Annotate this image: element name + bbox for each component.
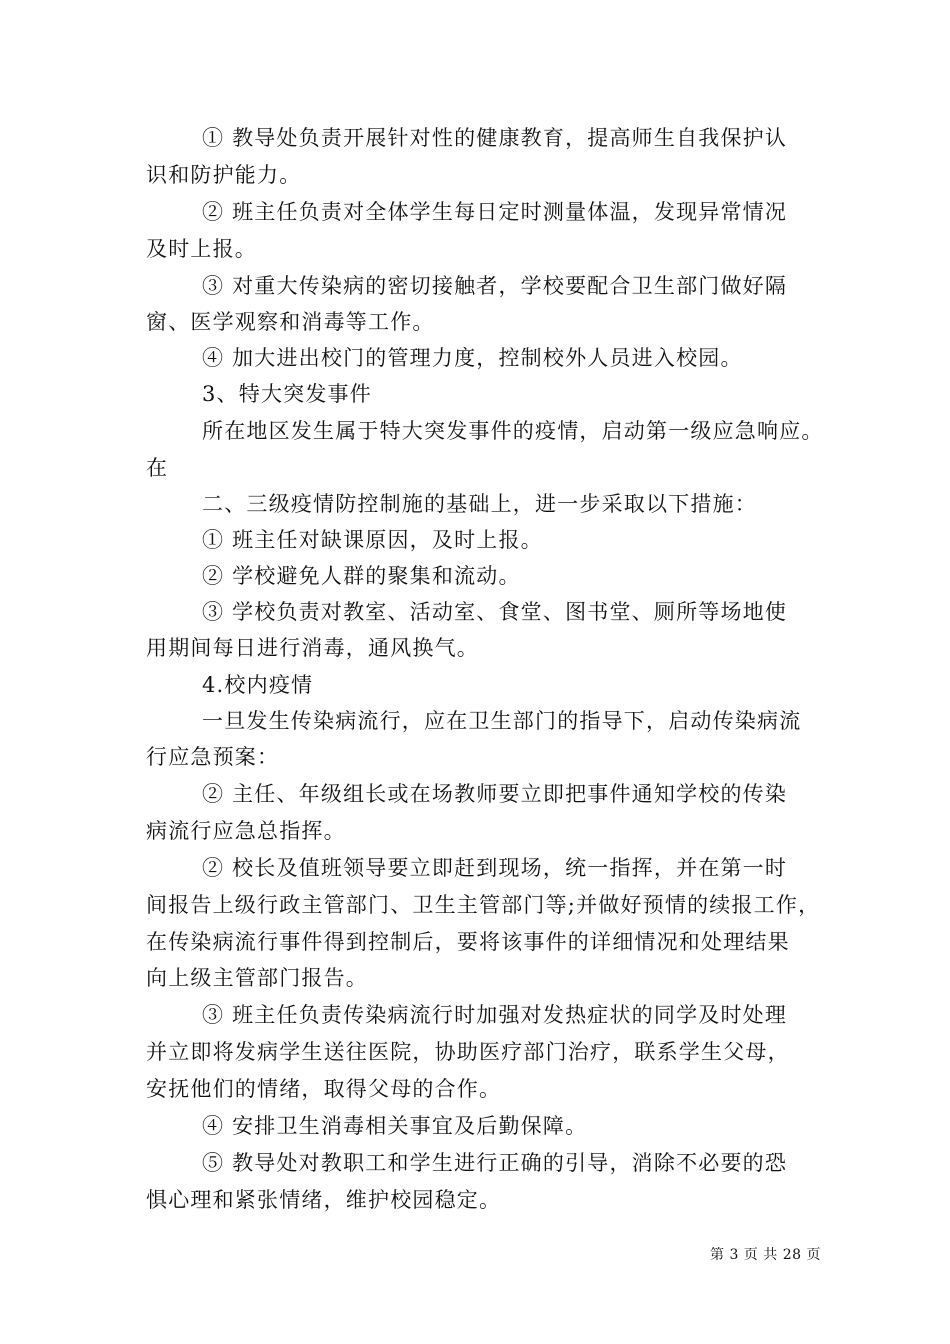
text-line: 间报告上级行政主管部门、卫生主管部门等;并做好预情的续报工作， xyxy=(146,893,821,917)
text-line: 在 xyxy=(146,456,169,480)
text-line: 所在地区发生属于特大突发事件的疫情，启动第一级应急响应。 xyxy=(202,419,824,443)
text-line: ② 校长及值班领导要立即赶到现场，统一指挥，并在第一时 xyxy=(202,856,788,880)
text-line: 识和防护能力。 xyxy=(146,163,302,187)
text-line: 安抚他们的情绪，取得父母的合作。 xyxy=(146,1077,502,1101)
text-line: ③ 学校负责对教室、活动室、食堂、图书堂、厕所等场地使 xyxy=(202,600,788,624)
text-line: ④ 加大进出校门的管理力度，控制校外人员进入校园。 xyxy=(202,346,743,370)
text-line: ② 班主任负责对全体学生每日定时测量体温，发现异常情况 xyxy=(202,200,788,224)
text-line: 窗、医学观察和消毒等工作。 xyxy=(146,310,435,334)
text-line: ④ 安排卫生消毒相关事宜及后勤保障。 xyxy=(202,1114,588,1138)
text-line: ① 教导处负责开展针对性的健康教育，提高师生自我保护认 xyxy=(202,126,788,150)
text-line: 一旦发生传染病流行，应在卫生部门的指导下，启动传染病流 xyxy=(202,709,802,733)
text-line: 及时上报。 xyxy=(146,237,257,261)
text-line: ② 主任、年级组长或在场教师要立即把事件通知学校的传染 xyxy=(202,782,788,806)
text-line: 在传染病流行事件得到控制后，要将该事件的详细情况和处理结果 xyxy=(146,930,790,954)
text-line: 病流行应急总指挥。 xyxy=(146,819,346,843)
text-line: 用期间每日进行消毒，通风换气。 xyxy=(146,636,479,660)
text-line: ② 学校避免人群的聚集和流动。 xyxy=(202,564,521,588)
page-number: 第 3 页 共 28 页 xyxy=(710,1247,821,1263)
text-line: 向上级主管部门报告。 xyxy=(146,966,368,990)
text-line: ③ 班主任负责传染病流行时加强对发热症状的同学及时处理 xyxy=(202,1003,788,1027)
text-line: ① 班主任对缺课原因，及时上报。 xyxy=(202,528,543,552)
text-line: ⑤ 教导处对教职工和学生进行正确的引导，消除不必要的恐 xyxy=(202,1151,788,1175)
text-line: 二、三级疫情防控制施的基础上，进一步采取以下措施： xyxy=(202,492,757,516)
text-line: 惧心理和紧张情绪，维护校园稳定。 xyxy=(146,1188,502,1212)
section-heading: 4.校内疫情 xyxy=(202,673,314,697)
text-line: ③ 对重大传染病的密切接触者，学校要配合卫生部门做好隔 xyxy=(202,274,788,298)
section-heading: 3、特大突发事件 xyxy=(202,382,372,406)
text-line: 并立即将发病学生送往医院，协助医疗部门治疗，联系学生父母， xyxy=(146,1040,790,1064)
text-line: 行应急预案： xyxy=(146,745,280,769)
